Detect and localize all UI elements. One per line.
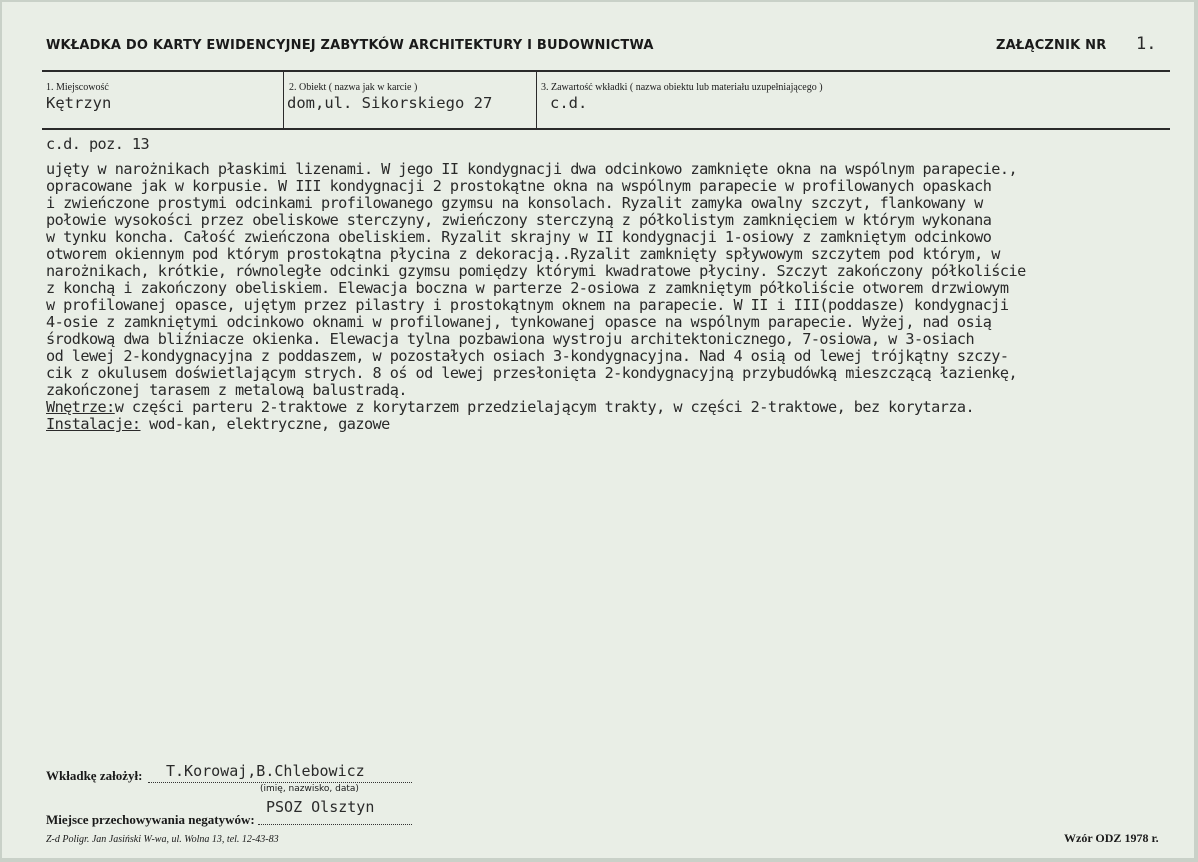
interior-text: w części parteru 2-traktowe z korytarzem przedzielającym trakty, w części 2-traktowe, bez korytarza. xyxy=(114,398,975,416)
attachment-label: ZAŁĄCZNIK NR xyxy=(996,38,1107,53)
form-id: Wzór ODZ 1978 r. xyxy=(1064,831,1159,845)
form-title: WKŁADKA DO KARTY EWIDENCYJNEJ ZABYTKÓW ARCHITEKTURY I BUDOWNICTWA xyxy=(46,38,654,53)
printer-info: Z-d Poligr. Jan Jasiński W-wa, ul. Wolna 13, tel. 12-43-83 xyxy=(46,834,279,845)
field-divider xyxy=(283,72,284,129)
body-line: cik z okulusem doświetlającym strych. 8 oś od lewej przesłonięta 2-kondygnacyjną przybudówką mieszczącą łazienkę, xyxy=(46,364,1018,382)
header-top-rule xyxy=(42,70,1170,72)
negatives-label: Miejsce przechowywania negatywów: xyxy=(46,812,255,827)
field-contents-label: 3. Zawartość wkładki ( nazwa obiektu lub materiału uzupełniającego ) xyxy=(541,82,823,93)
body-line: i zwieńczone prostymi odcinkami profilowanego gzymsu na konsolach. Ryzalit zamyka owalny szczyt, flankowany w xyxy=(46,194,983,212)
body-line: od lewej 2-kondygnacyjna z poddaszem, w pozostałych osiach 3-kondygnacyjna. Nad 4 osią od lewej trójkątny szczy- xyxy=(46,347,1009,365)
field-object-value: dom,ul. Sikorskiego 27 xyxy=(287,94,493,112)
attachment-number: 1. xyxy=(1136,34,1157,54)
body-line: środkową dwa bliźniacze okienka. Elewacja tylna pozbawiona wystroju architektonicznego, 7-osiowa, w 3-osiach xyxy=(46,330,975,348)
installations-label: Instalacje: xyxy=(46,415,141,433)
field-place-value: Kętrzyn xyxy=(46,94,112,112)
body-line: 4-osie z zamkniętymi odcinkowo oknami w profilowanej, tynkowanej opasce na wspólnym parapecie. Wyżej, nad osią xyxy=(46,313,992,331)
document-card xyxy=(2,2,1194,858)
body-line: połowie wysokości przez obeliskowe sterczyny, zwieńczony sterczyną z półkolistym zamknięciem w którym wykonana xyxy=(46,211,992,229)
body-interior xyxy=(46,399,1186,416)
author-label: Wkładkę założył: xyxy=(46,768,143,783)
field-divider xyxy=(536,72,537,129)
field-contents-value: c.d. xyxy=(550,94,588,112)
body-line: w tynku koncha. Całość zwieńczona obeliskiem. Ryzalit skrajny w II kondygnacji 1-osiowy z zamkniętym odcinkowo xyxy=(46,228,992,246)
body-line: z konchą i zakończony obeliskiem. Elewacja boczna w parterze 2-osiowa z zamkniętym półkoliście otworem drzwiowym xyxy=(46,279,1009,297)
body-line: zakończonej tarasem z metalową balustradą. xyxy=(46,381,407,399)
field-place-label: 1. Miejscowość xyxy=(46,82,109,93)
negatives-dotted-line xyxy=(258,824,412,825)
author-dotted-line xyxy=(148,782,412,783)
interior-label: Wnętrze: xyxy=(46,398,115,416)
body-line: opracowane jak w korpusie. W III kondygnacji 2 prostokątne okna na wspólnym parapecie w profilowanych opaskach xyxy=(46,177,992,195)
body-line: narożnikach, krótkie, równoległe odcinki gzymsu pomiędzy którymi kwadratowe płyciny. Szczyt zakończony półkoliście xyxy=(46,262,1026,280)
installations-text: wod-kan, elektryczne, gazowe xyxy=(140,415,390,433)
fields-bottom-rule xyxy=(42,128,1170,130)
field-object-label: 2. Obiekt ( nazwa jak w karcie ) xyxy=(289,82,418,93)
body-heading: c.d. poz. 13 xyxy=(46,135,150,153)
author-value: T.Korowaj,B.Chlebowicz xyxy=(166,762,365,780)
body-line: ujęty w narożnikach płaskimi lizenami. W jego II kondygnacji dwa odcinkowo zamknięte okna na wspólnym parapecie., xyxy=(46,160,1018,178)
body-line: otworem okiennym pod którym prostokątna płycina z dekoracją..Ryzalit zamknięty spływowym szczytem pod którym, w xyxy=(46,245,1000,263)
author-hint: (imię, nazwisko, data) xyxy=(260,784,359,794)
body-line: w profilowanej opasce, ujętym przez pilastry i prostokątnym oknem na parapecie. W II i III(poddasze) kondygnacji xyxy=(46,296,1009,314)
body-installations xyxy=(46,416,1186,433)
negatives-value: PSOZ Olsztyn xyxy=(266,798,375,816)
